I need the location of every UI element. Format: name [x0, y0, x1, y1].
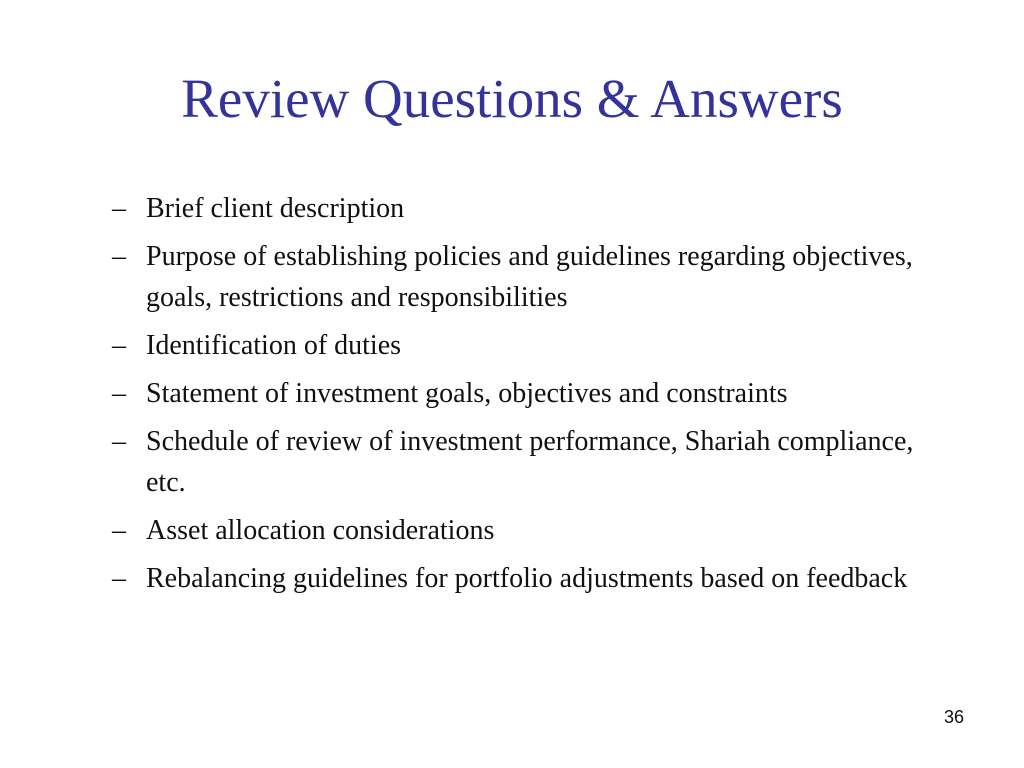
list-item [112, 421, 952, 503]
bullet-dash: – [112, 515, 126, 546]
list-item-text: Identification of duties [146, 330, 402, 361]
list-item [112, 325, 952, 366]
bullet-dash: – [112, 330, 126, 361]
list-item [112, 373, 952, 414]
list-item [112, 510, 952, 551]
slide-title: Review Questions & Answers [181, 68, 843, 129]
list-item-text: Schedule of review of investment performance, Shariah compliance, etc. [146, 426, 914, 498]
list-item-text: Brief client description [146, 193, 405, 224]
list-item-text: Statement of investment goals, objectives and constraints [146, 378, 788, 409]
bullet-dash: – [112, 193, 126, 224]
list-item [112, 558, 952, 599]
bullet-list [112, 188, 952, 606]
bullet-dash: – [112, 563, 126, 594]
list-item-text: Asset allocation considerations [146, 515, 495, 546]
bullet-dash: – [112, 426, 126, 457]
list-item [112, 188, 952, 229]
bullet-dash: – [112, 241, 126, 272]
bullet-dash: – [112, 378, 126, 409]
list-item-text: Rebalancing guidelines for portfolio adjustments based on feedback [146, 563, 908, 594]
list-item [112, 236, 952, 318]
list-item-text: Purpose of establishing policies and guidelines regarding objectives, goals, restrictions and responsibilities [146, 241, 913, 313]
slide-number: 36 [943, 707, 964, 727]
